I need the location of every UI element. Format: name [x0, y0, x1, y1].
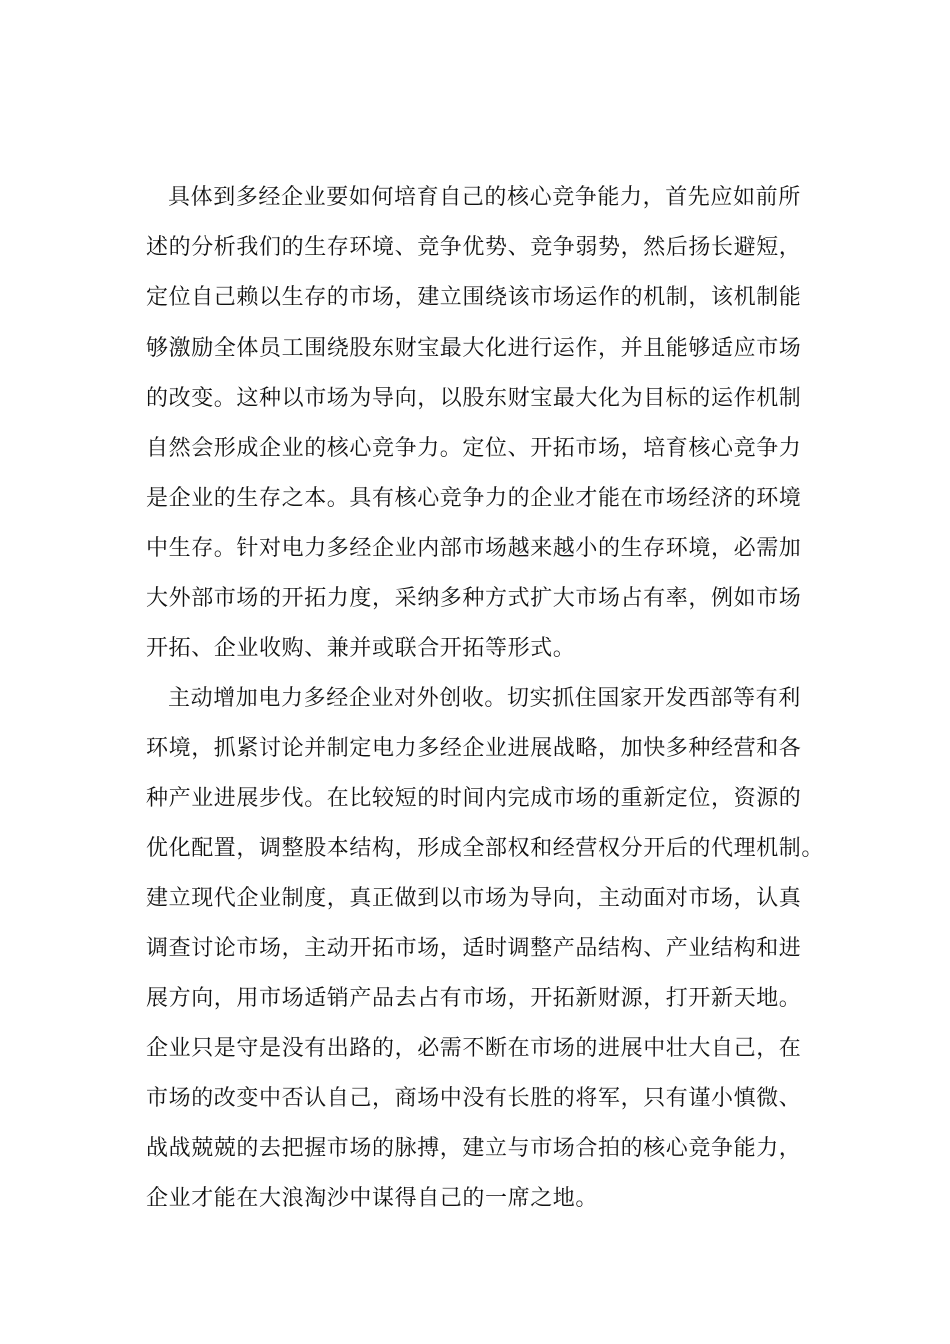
paragraph-1-line-7: 是企业的生存之本。具有核心竞争力的企业才能在市场经济的环境 [146, 486, 802, 511]
paragraph-2-line-6: 调查讨论市场，主动开拓市场，适时调整产品结构、产业结构和进 [146, 936, 802, 961]
paragraph-2-line-5: 建立现代企业制度，真正做到以市场为导向，主动面对市场，认真 [146, 886, 802, 911]
paragraph-2-line-8: 企业只是守是没有出路的，必需不断在市场的进展中壮大自己，在 [146, 1036, 802, 1061]
paragraph-2-line-1: 主动增加电力多经企业对外创收。切实抓住国家开发西部等有利 [168, 686, 801, 711]
paragraph-2-line-7: 展方向，用市场适销产品去占有市场，开拓新财源，打开新天地。 [146, 986, 802, 1011]
paragraph-2-line-11: 企业才能在大浪淘沙中谋得自己的一席之地。 [146, 1186, 599, 1211]
paragraph-1-line-3: 定位自己赖以生存的市场，建立围绕该市场运作的机制，该机制能 [146, 285, 802, 310]
paragraph-2-line-4: 优化配置，调整股本结构，形成全部权和经营权分开后的代理机制。 [146, 836, 825, 861]
paragraph-2-line-9: 市场的改变中否认自己，商场中没有长胜的将军，只有谨小慎微、 [146, 1086, 802, 1111]
paragraph-1-line-1: 具体到多经企业要如何培育自己的核心竞争能力，首先应如前所 [168, 185, 801, 210]
paragraph-1-line-6: 自然会形成企业的核心竞争力。定位、开拓市场，培育核心竞争力 [146, 436, 802, 461]
paragraph-1-line-10: 开拓、企业收购、兼并或联合开拓等形式。 [146, 636, 576, 661]
paragraph-1-line-5: 的改变。这种以市场为导向，以股东财宝最大化为目标的运作机制 [146, 386, 802, 411]
paragraph-1-line-2: 述的分析我们的生存环境、竞争优势、竞争弱势，然后扬长避短， [146, 235, 802, 260]
paragraph-2-line-2: 环境，抓紧讨论并制定电力多经企业进展战略，加快多种经营和各 [146, 736, 802, 761]
paragraph-1-line-4: 够激励全体员工围绕股东财宝最大化进行运作，并且能够适应市场 [146, 336, 802, 361]
paragraph-2-line-10: 战战兢兢的去把握市场的脉搏，建立与市场合拍的核心竞争能力， [146, 1136, 802, 1161]
paragraph-2-line-3: 种产业进展步伐。在比较短的时间内完成市场的重新定位，资源的 [146, 786, 802, 811]
paragraph-1-line-8: 中生存。针对电力多经企业内部市场越来越小的生存环境，必需加 [146, 536, 802, 561]
paragraph-1-line-9: 大外部市场的开拓力度，采纳多种方式扩大市场占有率，例如市场 [146, 586, 802, 611]
